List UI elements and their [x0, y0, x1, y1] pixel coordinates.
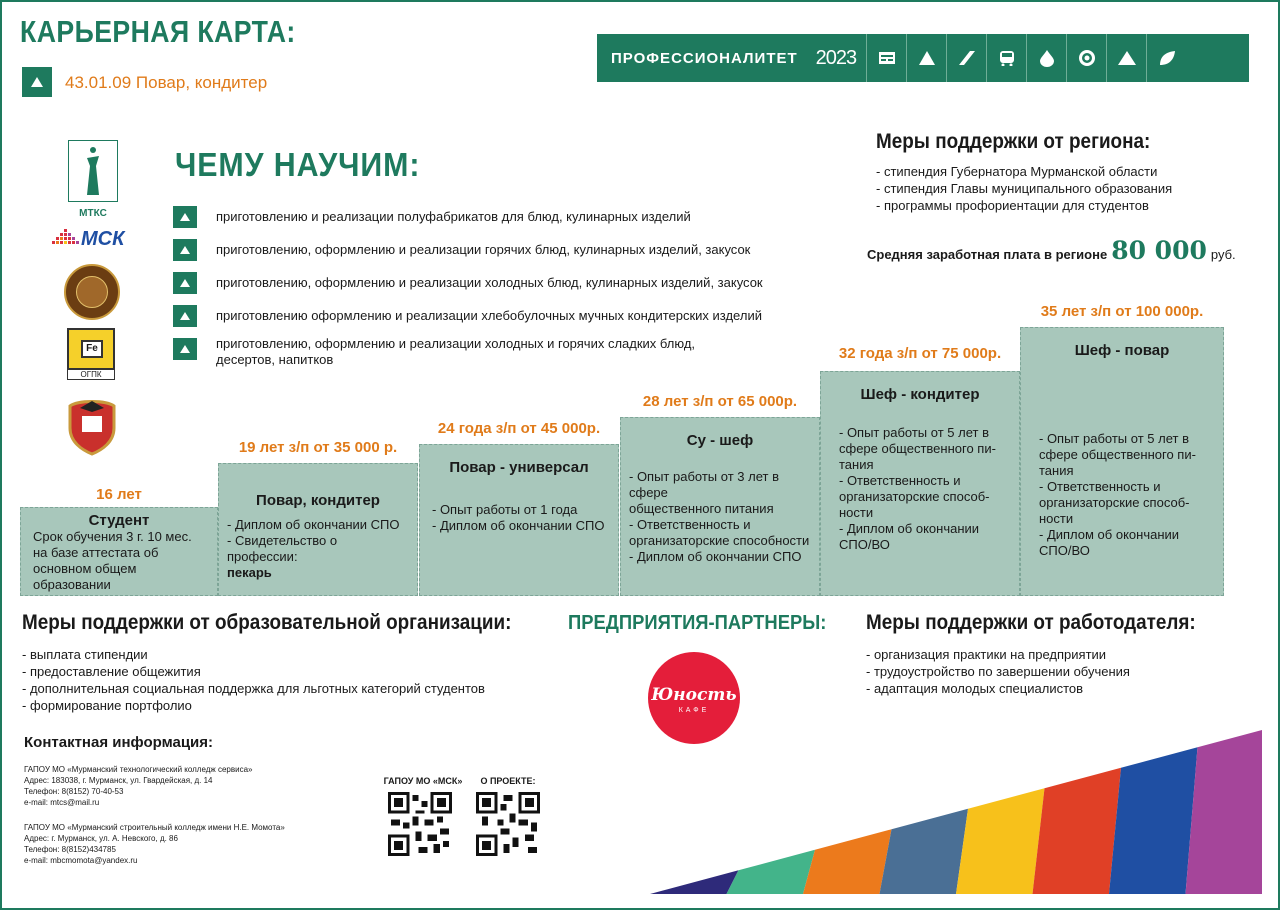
career-step-cook-confectioner	[218, 463, 418, 596]
learn-item-text: приготовлению оформлению и реализации хлебобулочных мучных кондитерских изделий	[216, 308, 762, 323]
step-title: Повар, кондитер	[256, 492, 380, 509]
step-line: - Диплом об окончании	[1039, 527, 1180, 542]
step-line: - Ответственность и	[839, 473, 961, 488]
shield-emblem-logo	[64, 398, 120, 456]
learn-item-text: приготовлению и реализации полуфабрикатов для блюд, кулинарных изделий	[216, 209, 691, 224]
step-title: Шеф - повар	[1074, 342, 1170, 359]
career-step-student	[20, 507, 218, 596]
learn-item-text: приготовлению, оформлению и реализации холодных блюд, кулинарных изделий, закусок	[216, 275, 763, 290]
step-title: Су - шеф	[686, 432, 754, 449]
step-line: тания	[839, 457, 874, 472]
college-emblem-logo	[64, 264, 120, 320]
step-line: - Диплом об окончании	[839, 521, 980, 536]
step-line: организаторские способ-	[1039, 495, 1190, 510]
list-item: - предоставление общежития	[22, 664, 201, 679]
triangle-icon	[173, 305, 197, 327]
list-item: - стипендия Губернатора Мурманской области	[876, 164, 1158, 179]
employer-support-title: Меры поддержки от работодателя:	[866, 611, 1196, 634]
bus-icon	[986, 34, 1026, 82]
mtks-logo	[68, 140, 118, 219]
partner-sub: КАФЕ	[678, 707, 710, 714]
step-line: пекарь	[227, 565, 272, 580]
list-item: - программы профориентации для студентов	[876, 198, 1149, 213]
career-step-head-chef	[1020, 327, 1224, 596]
region-support-list	[876, 163, 1172, 214]
contacts-title: Контактная информация:	[24, 734, 214, 751]
learn-item	[173, 336, 716, 368]
step-line: сфере общественного пи-	[1039, 447, 1196, 462]
banner-year: 2023	[815, 46, 857, 69]
contact-line: ГАПОУ МО «Мурманский строительный колледж имени Н.Е. Момота»	[24, 823, 285, 832]
learn-item-text: приготовлению, оформлению и реализации холодных и горячих сладких блюд, десертов, напитков	[216, 336, 696, 367]
step-title: Шеф - кондитер	[860, 386, 980, 403]
learn-item	[173, 206, 691, 228]
step-line: тания	[1039, 463, 1074, 478]
list-item: - выплата стипендии	[22, 647, 148, 662]
ogpk-logo-text: ОГПК	[67, 370, 115, 380]
contact-line: e-mail: mtcs@mail.ru	[24, 798, 100, 807]
career-step-universal-cook	[419, 444, 619, 596]
professionalitet-banner	[597, 34, 1249, 82]
learn-item	[173, 239, 750, 261]
triangle-icon	[173, 272, 197, 294]
decorative-color-stripes	[650, 730, 1262, 894]
list-item: - трудоустройство по завершении обучения	[866, 664, 1130, 679]
step-age: 19 лет з/п от 35 000 р.	[238, 439, 398, 456]
step-line: Срок обучения 3 г. 10 мес.	[33, 529, 192, 544]
tent-icon	[906, 34, 946, 82]
edu-support-title: Меры поддержки от образовательной организации:	[22, 611, 512, 634]
employer-support-list	[866, 646, 1130, 697]
step-age: 32 года з/п от 75 000р.	[838, 345, 1002, 362]
step-age: 28 лет з/п от 65 000р.	[642, 393, 798, 410]
triangle-icon	[173, 206, 197, 228]
page-title: КАРЬЕРНАЯ КАРТА:	[20, 14, 296, 49]
qr-label-msk: ГАПОУ МО «МСК»	[383, 776, 463, 786]
list-item: - стипендия Главы муниципального образования	[876, 181, 1173, 196]
career-step-sous-chef	[620, 417, 820, 596]
leaf-icon	[1146, 34, 1186, 82]
msk-logo	[52, 228, 132, 250]
step-title: Повар - универсал	[449, 459, 589, 476]
step-line: - Опыт работы от 5 лет в	[1039, 431, 1189, 446]
drop-icon	[1026, 34, 1066, 82]
contact-line: Телефон: 8(8152) 70-40-53	[24, 787, 124, 796]
region-support-title: Меры поддержки от региона:	[876, 130, 1151, 153]
step-line: - Свидетельство о профессии:	[227, 533, 338, 564]
step-age: 24 года з/п от 45 000р.	[437, 420, 601, 437]
color-stripe	[1109, 747, 1198, 894]
color-stripe	[1186, 730, 1263, 894]
step-line: ности	[1039, 511, 1074, 526]
color-stripe	[727, 850, 816, 894]
salary-value: 80 000	[1111, 236, 1207, 265]
salary-unit: руб.	[1210, 247, 1236, 262]
qr-code-msk[interactable]	[388, 792, 452, 856]
step-title: Студент	[88, 512, 150, 529]
partner-name: Юность	[651, 685, 737, 705]
step-line: СПО/ВО	[839, 537, 890, 552]
triangle-icon	[22, 67, 52, 97]
step-line: - Ответственность и	[629, 517, 751, 532]
qr-code-project[interactable]	[476, 792, 540, 856]
step-age: 35 лет з/п от 100 000р.	[1040, 303, 1204, 320]
step-line: - Диплом об окончании СПО	[227, 517, 400, 532]
partners-title: ПРЕДПРИЯТИЯ-ПАРТНЕРЫ:	[568, 612, 827, 634]
step-line: - Диплом об окончании СПО	[629, 549, 802, 564]
salary-label: Средняя заработная плата в регионе	[867, 247, 1108, 262]
target-icon	[1066, 34, 1106, 82]
career-step-pastry-chef	[820, 371, 1020, 596]
triangle-icon	[173, 239, 197, 261]
learn-title: ЧЕМУ НАУЧИМ:	[175, 146, 421, 183]
edu-support-list	[22, 646, 485, 714]
contact-line: Адрес: г. Мурманск, ул. А. Невского, д. 86	[24, 834, 178, 843]
color-stripe	[803, 829, 892, 894]
step-line: общественного питания	[629, 501, 774, 516]
contact-line: ГАПОУ МО «Мурманский технологический колледж сервиса»	[24, 765, 253, 774]
step-line: организаторские способ-	[839, 489, 990, 504]
msk-logo-text: МСК	[81, 227, 125, 250]
step-line: СПО/ВО	[1039, 543, 1090, 558]
step-line: - Ответственность и	[1039, 479, 1161, 494]
list-item: - дополнительная социальная поддержка для льготных категорий студентов	[22, 681, 485, 696]
mtks-logo-text: МТКС	[79, 208, 107, 219]
qr-label-project: О ПРОЕКТЕ:	[480, 776, 536, 786]
step-line: - Опыт работы от 3 лет в сфере	[629, 469, 779, 500]
color-stripe	[650, 870, 739, 894]
triangle-icon	[173, 338, 197, 360]
step-line: - Опыт работы от 1 года	[432, 502, 578, 517]
building-icon	[866, 34, 906, 82]
contact-block	[24, 822, 285, 866]
contact-line: Адрес: 183038, г. Мурманск, ул. Гвардейская, д. 14	[24, 776, 213, 785]
contact-block	[24, 764, 252, 808]
list-item: - формирование портфолио	[22, 698, 192, 713]
learn-item-text: приготовлению, оформлению и реализации горячих блюд, кулинарных изделий, закусок	[216, 242, 751, 257]
list-item: - организация практики на предприятии	[866, 647, 1107, 662]
ruler-icon	[946, 34, 986, 82]
step-age: 16 лет	[96, 486, 142, 503]
step-line: основном общем	[33, 561, 137, 576]
step-line: образовании	[33, 577, 111, 592]
learn-item	[173, 305, 762, 327]
color-stripe	[880, 809, 969, 894]
list-item: - адаптация молодых специалистов	[866, 681, 1084, 696]
step-line: ности	[839, 505, 874, 520]
color-stripe	[1033, 768, 1122, 894]
contact-line: Телефон: 8(8152)434785	[24, 845, 116, 854]
ogpk-logo: Fe ОГПК	[67, 328, 115, 384]
specialty-label: 43.01.09 Повар, кондитер	[65, 73, 268, 92]
banner-brand: ПРОФЕССИОНАЛИТЕТ	[611, 49, 798, 67]
mountain-icon	[1106, 34, 1146, 82]
contact-line: e-mail: mbcmomota@yandex.ru	[24, 856, 138, 865]
color-stripe	[956, 788, 1045, 894]
step-line: - Опыт работы от 5 лет в	[839, 425, 989, 440]
step-line: на базе аттестата об	[33, 545, 159, 560]
step-line: организаторские способности	[629, 533, 810, 548]
learn-item	[173, 272, 763, 294]
step-line: сфере общественного пи-	[839, 441, 996, 456]
step-line: - Диплом об окончании СПО	[432, 518, 605, 533]
average-salary	[867, 236, 1236, 265]
